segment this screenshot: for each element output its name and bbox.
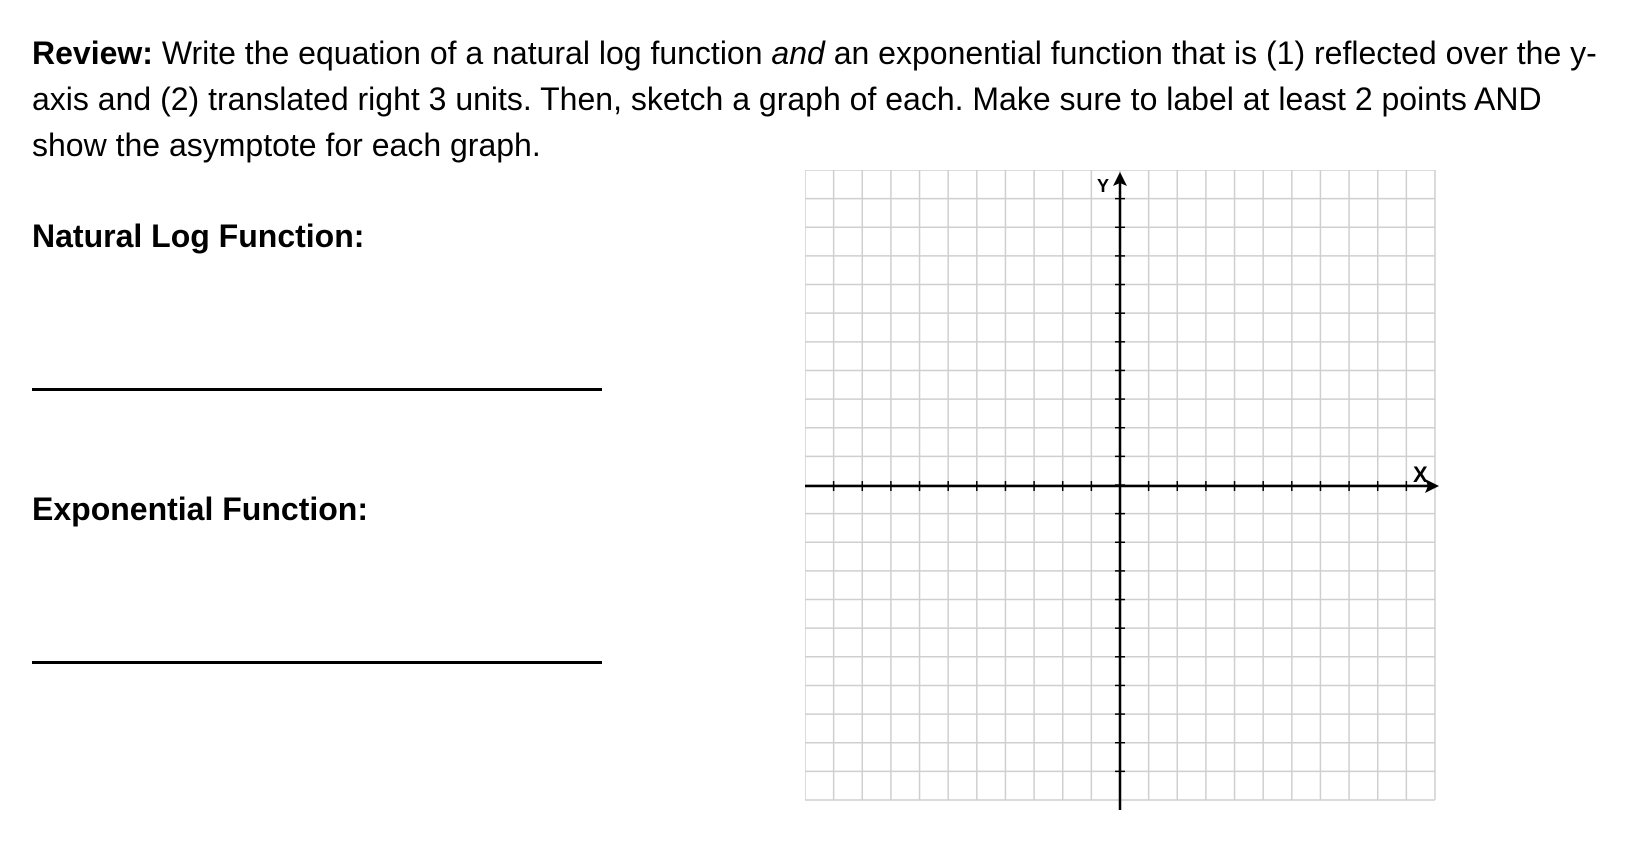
coordinate-grid[interactable]	[805, 170, 1441, 810]
exponential-label: Exponential Function:	[32, 491, 368, 527]
y-axis-label: Y	[1097, 176, 1110, 196]
prompt-emphasis: and	[771, 35, 825, 71]
natural-log-label: Natural Log Function:	[32, 218, 365, 254]
prompt-text	[32, 30, 1612, 168]
exponential-answer-line[interactable]	[32, 661, 602, 664]
prompt-text-1: Write the equation of a natural log function	[152, 35, 772, 71]
natural-log-answer-line[interactable]	[32, 388, 602, 391]
prompt-lead: Review:	[32, 35, 153, 71]
prompt-text-2: an exponential function that is (1) reflected over the y-axis and (2) translated right 3 units. Then, sketch a graph of each. Make sure to label at least 2 points AND show the asymptote for each graph.	[32, 35, 1597, 163]
x-axis-label: X	[1413, 462, 1428, 487]
